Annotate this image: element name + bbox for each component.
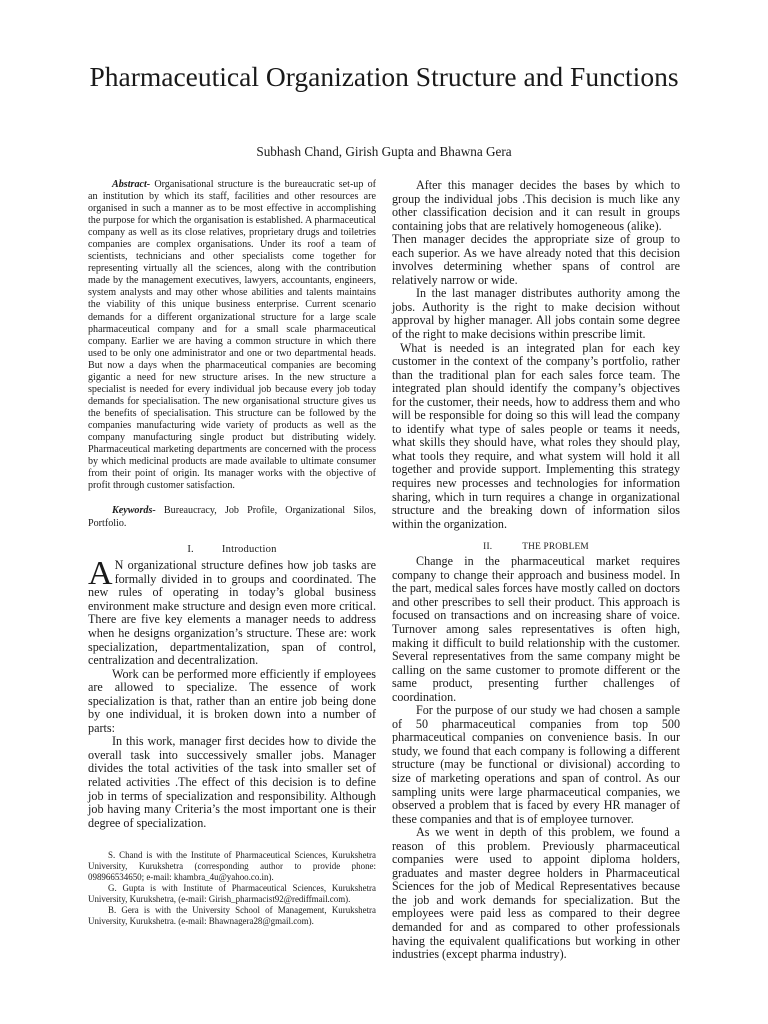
problem-paragraph-3: As we went in depth of this problem, we found a reason of this problem. Previously pharmaceutical companies were used to appoint diploma holders, graduates and master degree holders in Pharmaceutical Sciences for the job of Medical Representatives because the job and work demands for specialization. But the employees were paid less as compared to their degree demanded for and as compared to other professionals having the equivalent qualifications but working in other industries (except pharma industry). xyxy=(392,825,680,962)
body-paragraph-span: Then manager decides the appropriate size of group to each superior. As we have already noted that this decision involves determining whether spans of control are relatively narrow or wide. xyxy=(392,232,680,287)
author-list: Subhash Chand, Girish Gupta and Bhawna Gera xyxy=(256,144,512,159)
keywords xyxy=(88,505,376,530)
body-paragraph-grouping: After this manager decides the bases by which to group the individual jobs .This decision is much like any other classification decision and it can result in groups containing jobs that are relatively homogeneous (alike). xyxy=(392,178,680,233)
keywords-text: Bureaucracy, Job Profile, Organizational Silos, Portfolio. xyxy=(88,505,376,529)
drop-cap: A xyxy=(88,555,113,593)
abstract xyxy=(88,179,376,492)
problem-paragraph-1: Change in the pharmaceutical market requires company to change their approach and business model. In the part, medical sales forces have mostly called on doctors and other prescribes to sell their product. This approach is focused on transactions and on increasing share of voice. Turnover among sales representatives is often high, making it difficult to build relationship with the customer. Several representatives from the same company might be calling on the same customer to promote different or the same product, presenting further challenges of coordination. xyxy=(392,554,680,704)
section-heading-introduction xyxy=(88,544,376,555)
body-paragraph-authority: In the last manager distributes authority among the jobs. Authority is the right to make decision without approval by higher manager. All jobs contain some degree of the right to make decisions within prescribe limit. xyxy=(392,286,680,342)
section-title: THE PROBLEM xyxy=(522,542,589,553)
section-number: I. xyxy=(187,544,194,556)
intro-paragraph-2: Work can be performed more efficiently if employees are allowed to specialize. The essence of work specialization is that, rather than an entire job being done by one individual, it is broken down into a number of parts: xyxy=(88,666,376,735)
section-heading-the-problem xyxy=(392,542,680,552)
abstract-label: Abstract- xyxy=(112,179,151,190)
left-column xyxy=(88,179,376,927)
footnote-gera: B. Gera is with the University School of Management, Kurukshetra University, Kurukshetra. (e-mail: Bhawnagera28@gmail.com). xyxy=(88,905,376,927)
author-footnotes xyxy=(88,850,376,927)
keywords-label: Keywords- xyxy=(112,505,156,517)
section-number: II. xyxy=(483,542,493,553)
right-column xyxy=(392,179,680,962)
intro-paragraph-1 xyxy=(88,555,376,668)
footnote-gupta: G. Gupta is with Institute of Pharmaceutical Sciences, Kurukshetra University, Kurukshetra, (e-mail: Girish_pharmacist92@rediffmail.com). xyxy=(88,883,376,905)
intro-paragraph-3: In this work, manager first decides how to divide the overall task into successively smaller jobs. Manager divides the total activities of the task into smaller set of related activities .The effect of this decision is to define job in terms of specialization and responsibility. Although job having many Criteria’s the most important one is their degree of specialization. xyxy=(88,734,376,830)
section-title: Introduction xyxy=(221,544,277,556)
paper-title: Pharmaceutical Organization Structure and Functions xyxy=(89,61,679,92)
abstract-text: Organisational structure is the bureaucratic set-up of an institution by which its staff, facilities and other resources are organised in such a manner as to be most effective in accomplishing the purpose for which the organisation is established. A pharmaceutical company as well as its close relatives, proprietary drugs and toiletries companies are complex organisations. Under its roof a team of scientists, technicians and other specialists come together for representing virtually all the sciences, along with the contribution made by the management executives, lawyers, accountants, engineers, system analysts and may other whose abilities and talents maintains the viability of this unique business enterprise. Current scenario demands for a different organizational structure for a large scale pharmaceutical company and for a small scale pharmaceutical company. Earlier we are having a common structure in which there used to be only one administrator and one or two departmental heads. But now a days when the pharmaceutical companies are becoming gigantic a need for new structure arises. In the new structure a specialist is needed for every individual job because every job today demands for specialisation. The new organisational structure gives us the benefits of specialisation. This structure can be followed by the companies manufacturing wide variety of products as well as the company manufacturing single product but distributing widely. Pharmaceutical marketing departments are concerned with the process by which medicinal products are made available to ultimate consumer from their point of origin. Its manager works with the objective of profit through customer satisfaction. xyxy=(88,179,376,492)
intro-paragraph-1-text: N organizational structure defines how job tasks are formally divided in to groups and coordinated. The new rules of operating in today’s global business environment make structure and design even more critical. There are five key elements a manager needs to address when he designs organization’s structure. These are: work specialization, departmentalization, span of control, centralization and decentralization. xyxy=(88,558,376,668)
body-paragraph-integrated-plan: What is needed is an integrated plan for each key customer in the context of the company’s portfolio, rather than the traditional plan for each sales force team. The integrated plan should identify the company’s objectives for the customer, their needs, how to address them and who will be responsible for doing so this will lead the company to identify what type of sales people or teams it needs, what skills they should have, what roles they should play, what tools they require, and what system will hold it all together and provide support. Implementing this strategy requires new processes and technologies for information sharing, which in turn requires a change in organizational structure and the breaking down of information silos within the organization. xyxy=(392,340,680,531)
footnote-chand: S. Chand is with the Institute of Pharmaceutical Sciences, Kurukshetra University, Kurukshetra (corresponding author to provide phone: 098966534650; e-mail: khambra_4u@yahoo.co.in). xyxy=(88,850,376,883)
problem-paragraph-2: For the purpose of our study we had chosen a sample of 50 pharmaceutical companies from top 500 pharmaceutical companies on convenience basis. In our study, we found that each company is following a different structure (may be functional or divisional) according to size of marketing operations and span of control. As our sampling units were large pharmaceutical companies, we observed a problem that is faced by every HR manager of these companies and that is of employee turnover. xyxy=(392,703,680,826)
